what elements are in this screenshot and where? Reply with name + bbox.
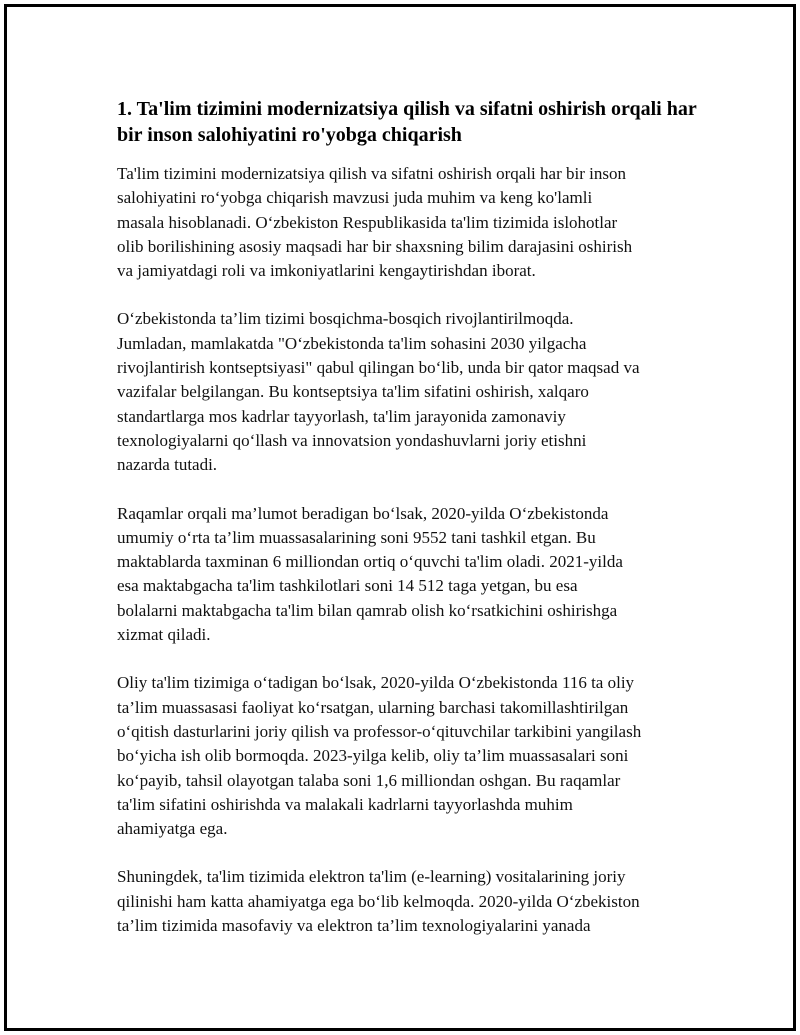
paragraph-e-learning: Shuningdek, ta'lim tizimida elektron ta'lim (e-learning) vositalarining joriy qilinishi ham katta ahamiyatga ega bo‘lib kelmoqda. 2020-yilda O‘zbekiston ta’lim tizimida masofaviy va elektron ta’lim texnologiyalarini yanada (117, 867, 640, 936)
paragraph-higher-education: Oliy ta'lim tizimiga o‘tadigan bo‘lsak, 2020-yilda O‘zbekistonda 116 ta oliy ta’lim muassasasi faoliyat ko‘rsatgan, ularning barchasi takomillashtirilgan o‘qitish dasturlarini joriy qilish va professor-o‘qituvchilar tarkibini yangilash bo‘yicha ish olib bormoqda. 2023-yilga kelib, oliy ta’lim muassasalari soni ko‘payib, tahsil olayotgan talaba soni 1,6 milliondan oshgan. Bu raqamlar ta'lim sifatini oshirishda va malakali kadrlarni tayyorlashda muhim ahamiyatga ega. (117, 673, 642, 839)
section-heading: 1. Ta'lim tizimini modernizatsiya qilish va sifatni oshirish orqali har bir inson salohiyatini ro'yobga chiqarish (117, 98, 697, 146)
paragraph-concept: O‘zbekistonda ta’lim tizimi bosqichma-bosqich rivojlantirilmoqda. Jumladan, mamlakatda "O‘zbekistonda ta'lim sohasini 2030 yilgacha rivojlantirish kontseptsiyasi" qabul qilingan bo‘lib, unda bir qator maqsad va vazifalar belgilangan. Bu kontseptsiya ta'lim sifatini oshirish, xalqaro standartlarga mos kadrlar tayyorlash, ta'lim jarayonida zamonaviy texnologiyalarni qo‘llash va innovatsion yondashuvlarni joriy etishni nazarda tutadi. (117, 309, 640, 475)
paragraph-intro: Ta'lim tizimini modernizatsiya qilish va sifatni oshirish orqali har bir inson salohiyatini ro‘yobga chiqarish mavzusi juda muhim va keng ko'lamli masala hisoblanadi. O‘zbekiston Respublikasida ta'lim tizimida islohotlar olib borilishining asosiy maqsadi har bir shaxsning bilim darajasini oshirish va jamiyatdagi roli va imkoniyatlarini kengaytirishdan iborat. (117, 164, 633, 281)
document-body (113, 96, 713, 962)
paragraph-school-statistics: Raqamlar orqali ma’lumot beradigan bo‘lsak, 2020-yilda O‘zbekistonda umumiy o‘rta ta’lim muassasalarining soni 9552 tani tashkil etgan. Bu maktablarda taxminan 6 milliondan ortiq o‘quvchi ta'lim oladi. 2021-yilda esa maktabgacha ta'lim tashkilotlari soni 14 512 taga yetgan, bu esa bolalarni maktabgacha ta'lim bilan qamrab olish ko‘rsatkichini oshirishga xizmat qiladi. (117, 503, 623, 645)
